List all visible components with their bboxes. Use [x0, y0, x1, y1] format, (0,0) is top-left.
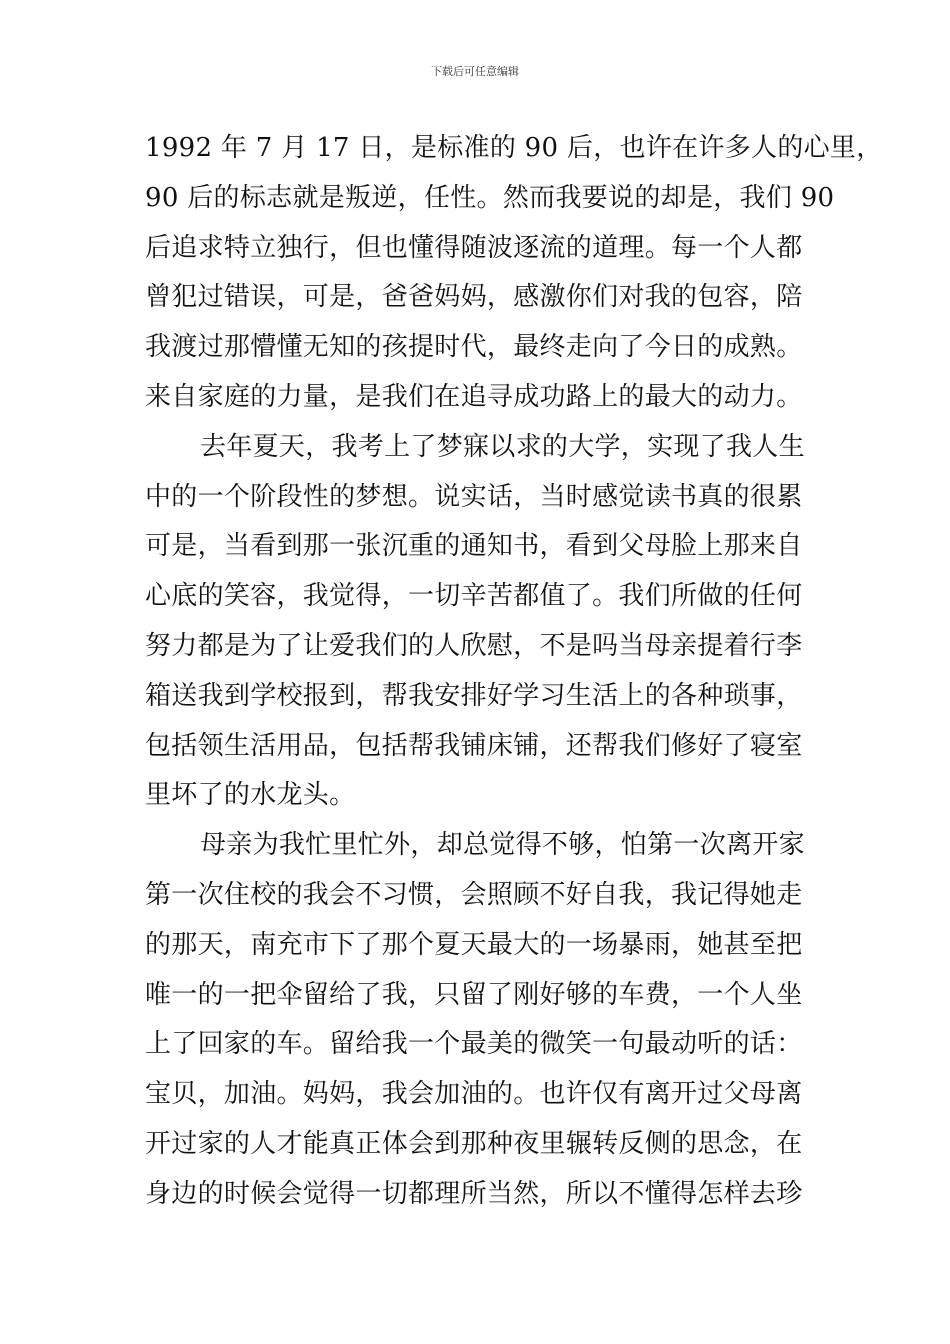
text-line: 第一次住校的我会不习惯，会照顾不好自我，我记得她走 — [145, 879, 803, 910]
text-line: 90 后的标志就是叛逆，任性。然而我要说的却是，我们 90 — [145, 182, 835, 213]
document-body — [145, 124, 883, 1220]
text-line: 开过家的人才能真正体会到那种夜里辗转反侧的思念，在 — [145, 1128, 803, 1159]
text-line: 身边的时候会觉得一切都理所当然，所以不懂得怎样去珍 — [145, 1178, 803, 1209]
text-line: 宝贝，加油。妈妈，我会加油的。也许仅有离开过父母离 — [145, 1079, 803, 1110]
text-line: 中的一个阶段性的梦想。说实话，当时感觉读书真的很累 — [145, 481, 803, 512]
text-line: 可是，当看到那一张沉重的通知书，看到父母脸上那来自 — [145, 531, 803, 562]
page-header: 下载后可任意编辑 — [431, 65, 519, 78]
text-line: 箱送我到学校报到，帮我安排好学习生活上的各种琐事， — [145, 680, 803, 711]
text-line: 上了回家的车。留给我一个最美的微笑一句最动听的话： — [145, 1029, 803, 1060]
text-line: 我渡过那懵懂无知的孩提时代，最终走向了今日的成熟。 — [145, 332, 803, 363]
text-line: 包括领生活用品，包括帮我铺床铺，还帮我们修好了寝室 — [145, 730, 803, 761]
text-line: 心底的笑容，我觉得，一切辛苦都值了。我们所做的任何 — [145, 581, 803, 612]
text-line: 来自家庭的力量，是我们在追寻成功路上的最大的动力。 — [145, 381, 803, 412]
text-line: 唯一的一把伞留给了我，只留了刚好够的车费，一个人坐 — [145, 979, 803, 1010]
text-line: 努力都是为了让爱我们的人欣慰，不是吗当母亲提着行李 — [145, 630, 803, 661]
text-line: 曾犯过错误，可是，爸爸妈妈，感激你们对我的包容，陪 — [145, 282, 803, 313]
paragraph-start-line: 母亲为我忙里忙外，却总觉得不够，怕第一次离开家 — [200, 830, 805, 861]
paragraph-start-line: 去年夏天，我考上了梦寐以求的大学，实现了我人生 — [200, 431, 805, 462]
text-line: 里坏了的水龙头。 — [145, 780, 356, 811]
text-line: 后追求特立独行，但也懂得随波逐流的道理。每一个人都 — [145, 232, 803, 263]
text-line: 1992 年 7 月 17 日，是标准的 90 后，也许在许多人的心里， — [145, 133, 883, 163]
text-line: 的那天，南充市下了那个夏天最大的一场暴雨，她甚至把 — [145, 929, 803, 960]
